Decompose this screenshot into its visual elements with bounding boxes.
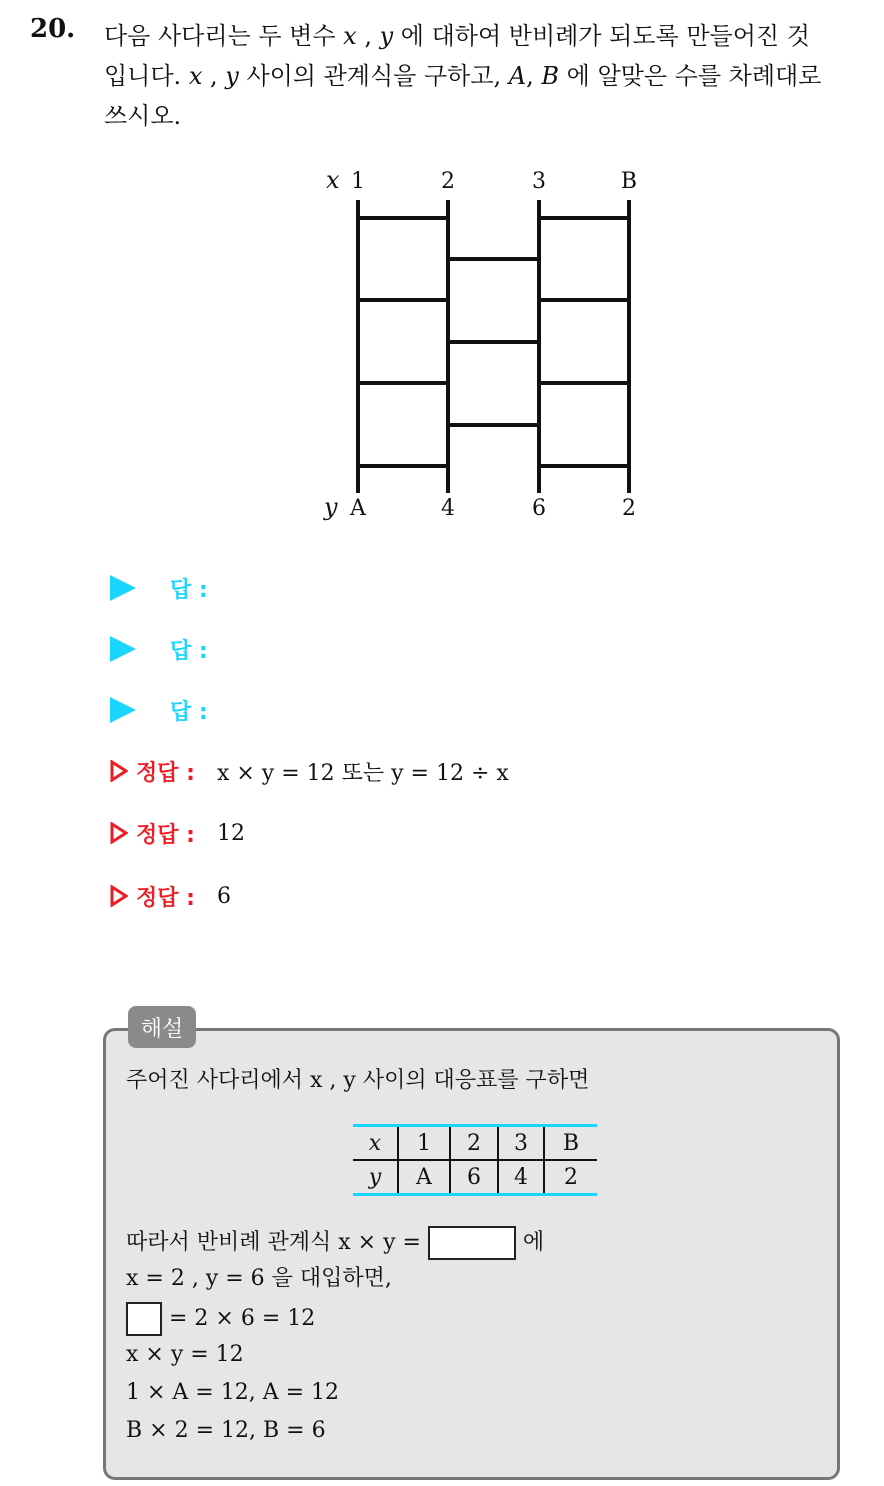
correct-answer-value: 6 (216, 883, 231, 909)
solution-line-3: x = 2 , y = 6 을 대입하면, (126, 1266, 392, 1291)
correct-answer-label: 정답 : (136, 822, 195, 848)
solution-line-7: B × 2 = 12, B = 6 (126, 1418, 326, 1443)
ladder-bottom-label: 2 (622, 496, 636, 521)
table-cell: 6 (450, 1160, 498, 1195)
blank-box (126, 1302, 162, 1336)
table-cell: 4 (498, 1160, 544, 1195)
table-row (353, 1160, 597, 1195)
solution-tag: 해설 (128, 1006, 196, 1048)
correct-answer-row-1 (110, 751, 509, 791)
solution-line-2: 따라서 반비례 관계식 x × y = 에 (126, 1226, 544, 1260)
table-row (353, 1126, 597, 1161)
solution-line-6: 1 × A = 12, A = 12 (126, 1380, 340, 1405)
var-B: B (541, 62, 560, 90)
var-y: y (379, 22, 394, 50)
table-cell: 1 (398, 1126, 450, 1161)
correct-answer-value: 12 (216, 820, 245, 846)
var-A: A (508, 62, 527, 90)
table-cell: 3 (498, 1126, 544, 1161)
var-x: x (343, 22, 357, 50)
ladder-var-y: y (324, 493, 338, 521)
ladder-top-label: 2 (441, 169, 455, 194)
solution-line-4: = 2 × 6 = 12 (126, 1302, 315, 1336)
answer-row-1 (110, 568, 208, 608)
ladder-top-label: B (620, 169, 638, 194)
correspondence-table (353, 1124, 597, 1196)
ladder-top-label: 1 (351, 169, 365, 194)
ladder-diagram (318, 158, 658, 528)
outline-triangle-icon (110, 885, 128, 907)
ladder-var-x: x (326, 166, 340, 194)
ladder-bottom-label: 4 (441, 496, 455, 521)
play-arrow-icon (110, 636, 136, 662)
ladder-bottom-label: A (350, 496, 366, 521)
play-arrow-icon (110, 697, 136, 723)
table-cell: y (353, 1160, 398, 1195)
correct-answer-row-2 (110, 813, 245, 853)
answer-label: 답 : (170, 699, 208, 725)
outline-triangle-icon (110, 822, 128, 844)
table-cell: x (353, 1126, 398, 1161)
table-cell: 2 (544, 1160, 597, 1195)
answer-label: 답 : (170, 577, 208, 603)
ladder-bottom-label: 6 (532, 496, 546, 521)
table-cell: B (544, 1126, 597, 1161)
play-arrow-icon (110, 575, 136, 601)
answer-row-3 (110, 690, 208, 730)
correct-answer-value: x × y = 12 또는 y = 12 ÷ x (216, 760, 509, 786)
table-cell: A (398, 1160, 450, 1195)
solution-line-1: 주어진 사다리에서 x , y 사이의 대응표를 구하면 (126, 1068, 590, 1093)
correct-answer-label: 정답 : (136, 885, 195, 911)
blank-box (428, 1226, 516, 1260)
outline-triangle-icon (110, 760, 128, 782)
question-number: 20. (30, 14, 76, 44)
answer-label: 답 : (170, 638, 208, 664)
ladder-top-label: 3 (532, 169, 546, 194)
solution-line-5: x × y = 12 (126, 1342, 244, 1367)
question-text: 다음 사다리는 두 변수 x , y 에 대하여 반비례가 되도록 만들어진 것 입니다. x , y 사이의 관계식을 구하고, A, B 에 알맞은 수를 차례대로 쓰시오. (104, 22, 822, 130)
correct-answer-row-3 (110, 876, 231, 916)
correct-answer-label: 정답 : (136, 760, 195, 786)
answer-row-2 (110, 629, 208, 669)
table-cell: 2 (450, 1126, 498, 1161)
